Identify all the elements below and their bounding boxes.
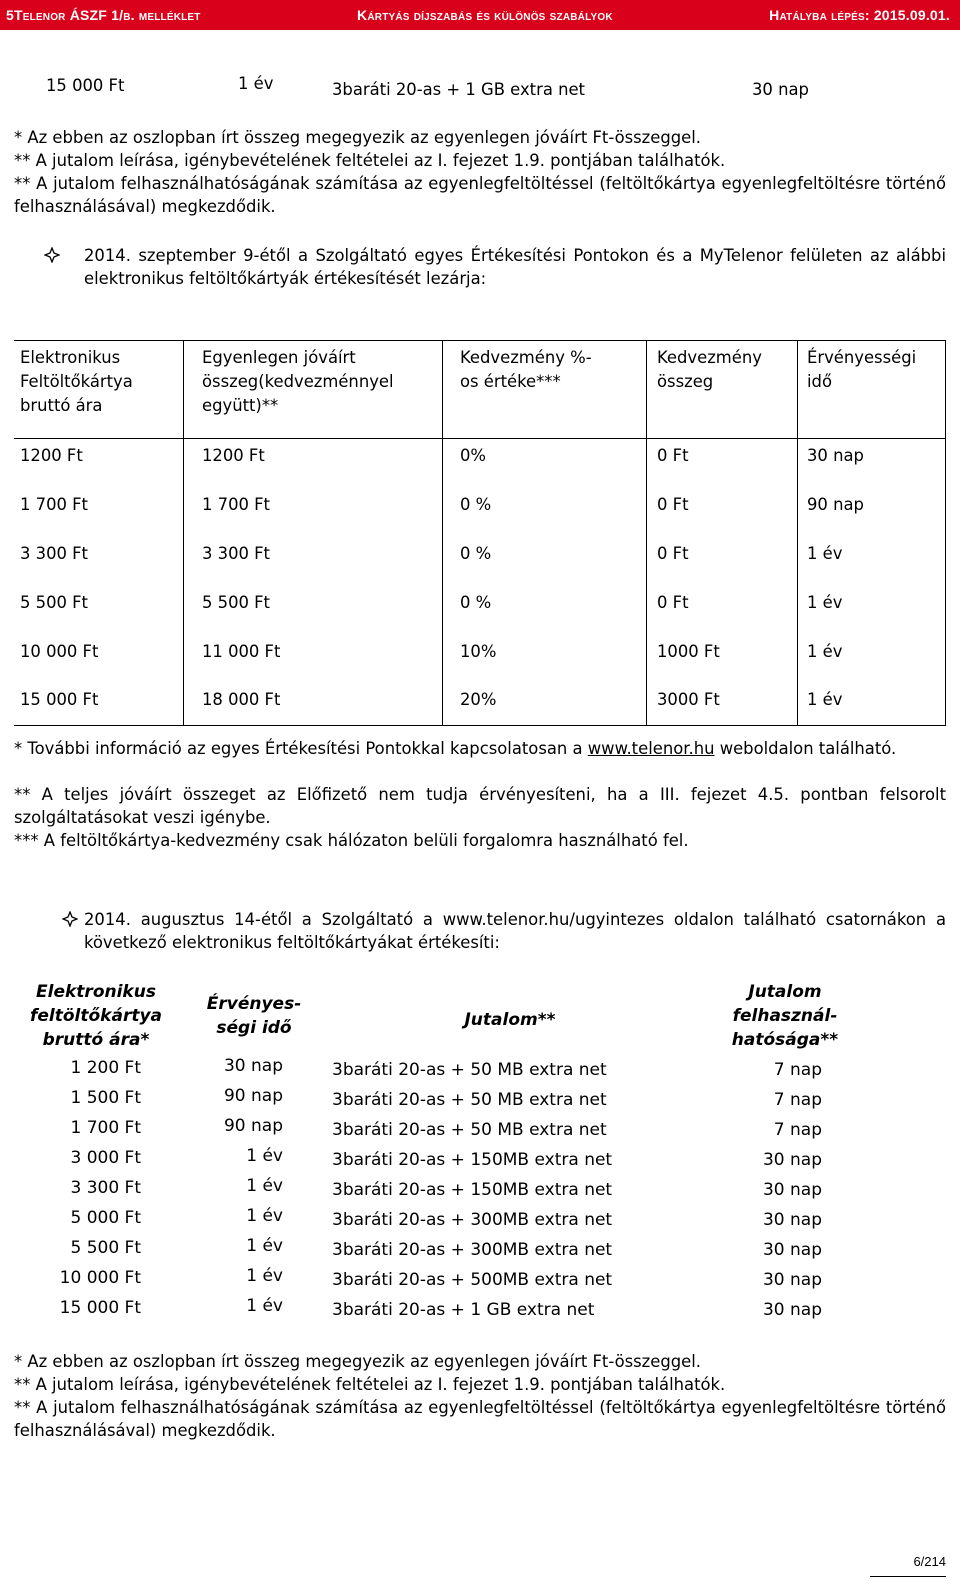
- table-cell: 30 nap: [762, 1300, 822, 1320]
- t1-header-price: Elektronikus Feltöltőkártya bruttó ára: [20, 348, 133, 415]
- header-center: Kártyás díjszabás és különös szabályok: [357, 7, 613, 23]
- table-cell: 1 év: [246, 1266, 283, 1286]
- table-cell: 1 év: [246, 1296, 283, 1316]
- t1-header-discount-pct: Kedvezmény %- os értéke***: [460, 348, 592, 391]
- table-cell: 90 nap: [223, 1086, 283, 1106]
- table-cell: 30 nap: [762, 1240, 822, 1260]
- table-cell: 1200 Ft: [20, 446, 83, 465]
- table-cell: 15 000 Ft: [59, 1298, 141, 1318]
- telenor-link[interactable]: www.telenor.hu: [587, 739, 715, 758]
- table-cell: 30 nap: [762, 1150, 822, 1170]
- t1-header-validity: Érvényességi idő: [807, 348, 917, 391]
- section1-text: 2014. szeptember 9-étől a Szolgáltató egyes Értékesítési Pontokon és a MyTelenor felületen az alábbi elektronikus feltöltőkártyák értékesítését lezárja:: [84, 246, 946, 288]
- page-number-rule: [870, 1576, 946, 1577]
- table-cell: 11 000 Ft: [202, 642, 281, 661]
- table-cell: 1 700 Ft: [70, 1118, 141, 1138]
- table-cell: 5 500 Ft: [70, 1238, 141, 1258]
- top-row-reward: 3baráti 20-as + 1 GB extra net: [332, 80, 585, 99]
- note-mid-1: * További információ az egyes Értékesítési Pontokkal kapcsolatosan a www.telenor.hu weboldalon található.: [14, 739, 897, 758]
- table-cell: 3baráti 20-as + 150MB extra net: [332, 1180, 613, 1200]
- table-cell: 3baráti 20-as + 50 MB extra net: [332, 1120, 607, 1140]
- table-cell: 1000 Ft: [657, 642, 720, 661]
- table-cell: 1 év: [246, 1206, 283, 1226]
- t2-header-validity: Érvényes- ségi idő: [206, 994, 302, 1038]
- table-cell: 30 nap: [762, 1180, 822, 1200]
- table-cell: 1200 Ft: [202, 446, 265, 465]
- table-cell: 1 év: [807, 544, 843, 563]
- table-cell: 1 év: [807, 642, 843, 661]
- table-cell: 30 nap: [807, 446, 864, 465]
- table-cell: 30 nap: [223, 1056, 283, 1076]
- table-cell: 3 000 Ft: [70, 1148, 141, 1168]
- table-cell: 3baráti 20-as + 300MB extra net: [332, 1210, 613, 1230]
- table-cell: 5 500 Ft: [202, 593, 270, 612]
- table-cell: 3baráti 20-as + 300MB extra net: [332, 1240, 613, 1260]
- table-cell: 0 %: [460, 544, 492, 563]
- table-cell: 0%: [460, 446, 487, 465]
- table-cell: 1 700 Ft: [20, 495, 88, 514]
- table-cell: 3 300 Ft: [20, 544, 88, 563]
- note-top-3: ** A jutalom felhasználhatóságának számítása az egyenlegfeltöltéssel (feltöltőkártya egyenlegfeltöltésre történő felhasználásával) megkezdődik.: [14, 174, 946, 216]
- table-cell: 0 Ft: [657, 495, 689, 514]
- table-cell: 90 nap: [223, 1116, 283, 1136]
- header-right: Hatályba lépés: 2015.09.01.: [769, 7, 950, 23]
- note-mid-2: ** A teljes jóváírt összeget az Előfizető nem tudja érvényesíteni, ha a III. fejezet 4.5. pontban felsorolt szolgáltatásokat veszi igénybe.: [14, 785, 946, 827]
- t2-header-price: Elektronikus feltöltőkártya bruttó ára*: [29, 982, 163, 1050]
- t2-header-usability: Jutalom felhasznál- hatósága**: [731, 982, 839, 1050]
- table-cell: 7 nap: [773, 1090, 822, 1110]
- table-cell: 20%: [460, 690, 497, 709]
- table-cell: 1 év: [246, 1236, 283, 1256]
- top-row-usability: 30 nap: [752, 80, 809, 99]
- table-cell: 0 Ft: [657, 593, 689, 612]
- t1-header-credited: Egyenlegen jóváírt összeg(kedvezménnyel együtt)**: [202, 348, 394, 415]
- top-row-validity: 1 év: [238, 74, 274, 93]
- table-cell: 1 év: [807, 593, 843, 612]
- note-mid-3: *** A feltöltőkártya-kedvezmény csak hálózaton belüli forgalomra használható fel.: [14, 831, 689, 850]
- table-cell: 3baráti 20-as + 1 GB extra net: [332, 1300, 595, 1320]
- table-cell: 3baráti 20-as + 50 MB extra net: [332, 1060, 607, 1080]
- diamond-bullet-icon: [44, 247, 60, 263]
- table-cell: 3baráti 20-as + 50 MB extra net: [332, 1090, 607, 1110]
- table-cell: 10 000 Ft: [59, 1268, 141, 1288]
- table-cell: 30 nap: [762, 1210, 822, 1230]
- table-cell: 1 év: [807, 690, 843, 709]
- table-cell: 3 300 Ft: [202, 544, 270, 563]
- table-cell: 30 nap: [762, 1270, 822, 1290]
- top-row-price: 15 000 Ft: [46, 76, 125, 95]
- note-top-2: ** A jutalom leírása, igénybevételének feltételei az I. fejezet 1.9. pontjában találhatók.: [14, 151, 726, 170]
- table-cell: 7 nap: [773, 1060, 822, 1080]
- table-cell: 1 500 Ft: [70, 1088, 141, 1108]
- table-cell: 0 %: [460, 593, 492, 612]
- page-number: 6/214: [913, 1554, 946, 1569]
- table-cell: 10%: [460, 642, 497, 661]
- table-cell: 3baráti 20-as + 500MB extra net: [332, 1270, 613, 1290]
- table-cell: 15 000 Ft: [20, 690, 99, 709]
- table-cell: 0 Ft: [657, 446, 689, 465]
- table-cell: 3000 Ft: [657, 690, 720, 709]
- table-cell: 0 Ft: [657, 544, 689, 563]
- table-cell: 3baráti 20-as + 150MB extra net: [332, 1150, 613, 1170]
- table-cell: 90 nap: [807, 495, 864, 514]
- note-top-1: * Az ebben az oszlopban írt összeg megegyezik az egyenlegen jóváírt Ft-összeggel.: [14, 128, 702, 147]
- note-bottom-3: ** A jutalom felhasználhatóságának számítása az egyenlegfeltöltéssel (feltöltőkártya egyenlegfeltöltésre történő felhasználásával) megkezdődik.: [14, 1398, 946, 1440]
- table-cell: 5 500 Ft: [20, 593, 88, 612]
- table-cell: 5 000 Ft: [70, 1208, 141, 1228]
- table-cell: 1 év: [246, 1146, 283, 1166]
- section2-text: 2014. augusztus 14-étől a Szolgáltató a www.telenor.hu/ugyintezes oldalon található csatornákon a következő elektronikus feltöltőkártyákat értékesíti:: [84, 910, 946, 952]
- note-bottom-1: * Az ebben az oszlopban írt összeg megegyezik az egyenlegen jóváírt Ft-összeggel.: [14, 1352, 702, 1371]
- table-cell: 18 000 Ft: [202, 690, 281, 709]
- diamond-bullet-icon: [62, 911, 78, 927]
- closed-cards-table: [14, 340, 946, 726]
- table-cell: 10 000 Ft: [20, 642, 99, 661]
- note-bottom-2: ** A jutalom leírása, igénybevételének feltételei az I. fejezet 1.9. pontjában találhatók.: [14, 1375, 726, 1394]
- t2-header-reward: Jutalom**: [464, 1010, 556, 1030]
- page-header: [0, 0, 960, 30]
- table-cell: 1 200 Ft: [70, 1058, 141, 1078]
- header-left: 5Telenor ÁSZF 1/b. melléklet: [6, 7, 201, 23]
- table-cell: 3 300 Ft: [70, 1178, 141, 1198]
- table-cell: 7 nap: [773, 1120, 822, 1140]
- table-cell: 1 év: [246, 1176, 283, 1196]
- table-cell: 1 700 Ft: [202, 495, 270, 514]
- table-cell: 0 %: [460, 495, 492, 514]
- t1-header-discount-amount: Kedvezmény összeg: [657, 348, 762, 391]
